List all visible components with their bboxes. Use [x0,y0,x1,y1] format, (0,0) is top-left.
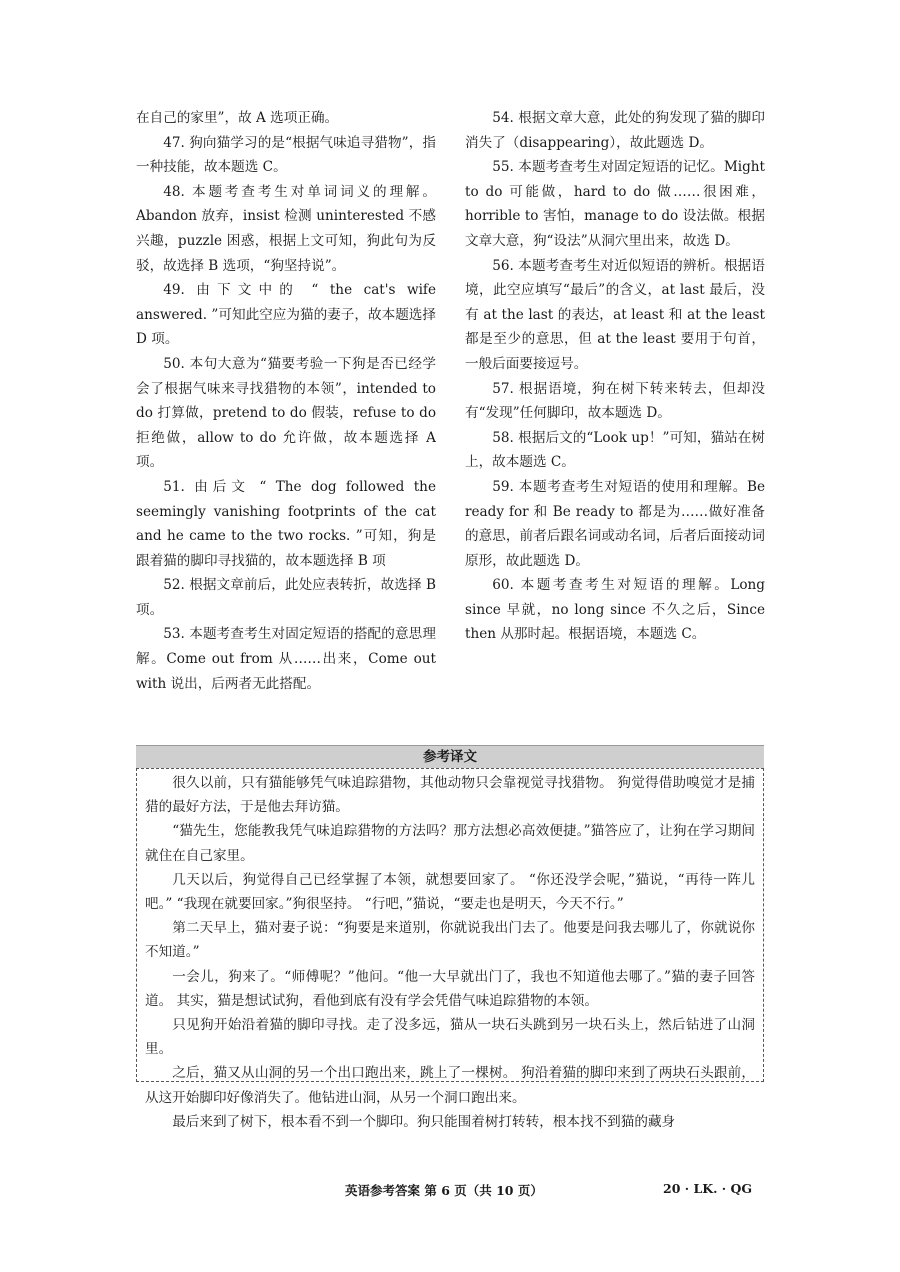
answer-explanation: 56. 本题考查考生对近似短语的辨析。根据语境，此空应填写“最后”的含义，at last 最后，没有 at the last 的表达，at least 和 at the least 都是至少的意思，但 at the least 要用于句首，一般后面要接逗号。 [465,257,765,372]
translation-paragraph: 之后，猫又从山洞的另一个出口跑出来，跳上了一棵树。 狗沿着猫的脚印来到了两块石头跟前，从这开始脚印好像消失了。他钻进山洞，从另一个洞口跑出来。 [145,1065,755,1106]
answer-explanation: 47. 狗向猫学习的是“根据气味追寻猎物”，指一种技能，故本题选 C。 [136,134,436,176]
answer-explanation: 53. 本题考查考生对固定短语的搭配的意思理解。Come out from 从……出来，Come out with 说出，后两者无此搭配。 [136,626,436,692]
page-footer-center: 英语参考答案 第 6 页（共 10 页） [345,1183,543,1198]
answer-explanation: 54. 根据文章大意，此处的狗发现了猫的脚印消失了（disappearing），故此题选 D。 [465,110,765,151]
translation-paragraph: “猫先生，您能教我凭气味追踪猎物的方法吗？那方法想必高效便捷。”猫答应了，让狗在学习期间就住在自己家里。 [145,823,755,864]
answer-explanation: 58. 根据后文的“Look up！”可知，猫站在树上，故本题选 C。 [465,429,765,471]
translation-paragraph: 只见狗开始沿着猫的脚印寻找。走了没多远，猫从一块石头跳到另一块石头上，然后钻进了山洞里。 [145,1017,755,1058]
answer-explanation: 49. 由下文中的 “ the cat's wife answered. ”可知此空应为猫的妻子，故本题选择 D 项。 [136,282,436,348]
right-answer-column [465,106,765,647]
translation-paragraph: 最后来到了树下，根本看不到一个脚印。狗只能围着树打转转，根本找不到猫的藏身 [172,1113,676,1130]
answer-explanation: 59. 本题考查考生对短语的使用和理解。Be ready for 和 Be ready to 都是为……做好准备的意思，前者后跟名词或动名词，后者后面接动词原形，故此题选 D。 [465,478,765,569]
translation-paragraph: 一会儿，狗来了。“师傅呢？”他问。“他一大早就出门了，我也不知道他去哪了。”猫的妻子回答道。 其实，猫是想试试狗，看他到底有没有学会凭借气味追踪猎物的本领。 [145,968,755,1009]
answer-explanation: 在自己的家里”，故 A 选项正确。 [136,110,339,126]
answer-explanation: 50. 本句大意为“猫要考验一下狗是否已经学会了根据气味来寻找猎物的本领”，intended to do 打算做，pretend to do 假装，refuse to do 拒绝做，allow to do 允许做，故本题选择 A 项。 [136,355,436,471]
translation-paragraph: 很久以前，只有猫能够凭气味追踪猎物，其他动物只会靠视觉寻找猎物。 狗觉得借助嗅觉才是捕猎的最好方法，于是他去拜访猫。 [145,775,755,816]
answer-explanation: 48. 本题考查考生对单词词义的理解。Abandon 放弃，insist 检测 uninterested 不感兴趣，puzzle 困惑，根据上文可知，狗此句为反驳，故选择 B 选项，“狗坚持说”。 [136,183,436,274]
translation-paragraph: 第二天早上，猫对妻子说：“狗要是来道别，你就说我出门去了。他要是问我去哪儿了，你就说你不知道。” [145,920,755,961]
translation-body [136,768,764,1130]
translation-paragraph: 几天以后，狗觉得自己已经掌握了本领，就想要回家了。 “你还没学会呢，”猫说，“再待一阵儿吧。” “我现在就要回家。”狗很坚持。 “行吧，”猫说，“要走也是明天，今天不行。” [145,871,755,913]
answer-explanation: 57. 根据语境，狗在树下转来转去，但却没有“发现”任何脚印，故本题选 D。 [465,380,765,422]
page-footer-code: 20 · LK. · QG [663,1181,753,1196]
translation-title: 参考译文 [136,745,764,768]
left-answer-column [136,106,436,696]
reference-translation-section [136,745,764,1130]
answer-explanation: 60. 本题考查考生对短语的理解。Long since 早就，no long since 不久之后，Since then 从那时起。根据语境，本题选 C。 [465,577,765,643]
answer-explanation: 52. 根据文章前后，此处应表转折，故选择 B 项。 [136,577,436,618]
answer-explanation: 55. 本题考查考生对固定短语的记忆。Might to do 可能做，hard to do 做……很困难，horrible to 害怕，manage to do 设法做。根据文章大意，狗“设法”从洞穴里出来，故选 D。 [465,159,765,249]
answer-explanation: 51. 由后文 “ The dog followed the seemingly vanishing footprints of the cat and he came to the two rocks. ”可知，狗是跟着猫的脚印寻找猫的，故本题选择 B 项 [136,478,436,569]
